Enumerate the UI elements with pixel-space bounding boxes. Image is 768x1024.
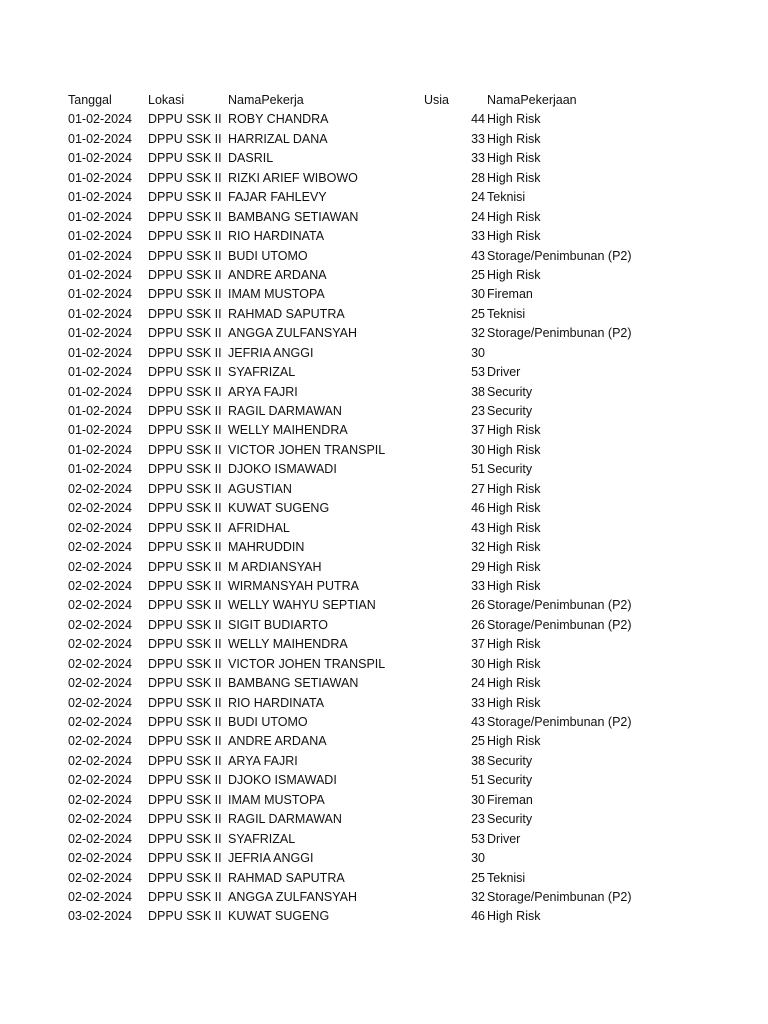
cell-nama-pekerja: MAHRUDDIN [228, 540, 305, 555]
cell-nama-pekerjaan: High Risk [487, 695, 541, 710]
cell-nama-pekerja: WELLY MAIHENDRA [228, 637, 348, 652]
cell-nama-pekerja: SYAFRIZAL [228, 365, 296, 380]
cell-tanggal: 02-02-2024 [68, 792, 132, 807]
cell-usia: 38 [471, 753, 485, 768]
cell-nama-pekerja: JEFRIA ANGGI [228, 851, 314, 866]
cell-nama-pekerjaan: High Risk [487, 267, 541, 282]
cell-tanggal: 02-02-2024 [68, 540, 132, 555]
cell-nama-pekerja: ARYA FAJRI [228, 753, 298, 768]
cell-nama-pekerjaan: Storage/Penimbunan (P2) [487, 248, 632, 263]
spreadsheet-table [0, 91, 768, 927]
table-row [0, 460, 768, 479]
cell-tanggal: 02-02-2024 [68, 734, 132, 749]
cell-usia: 25 [471, 267, 485, 282]
cell-usia: 25 [471, 734, 485, 749]
table-row [0, 149, 768, 168]
cell-nama-pekerja: SYAFRIZAL [228, 831, 296, 846]
table-row [0, 324, 768, 343]
cell-tanggal: 02-02-2024 [68, 870, 132, 885]
cell-usia: 33 [471, 151, 485, 166]
cell-usia: 37 [471, 637, 485, 652]
cell-tanggal: 02-02-2024 [68, 617, 132, 632]
cell-nama-pekerja: RIO HARDINATA [228, 695, 325, 710]
cell-tanggal: 02-02-2024 [68, 481, 132, 496]
cell-tanggal: 02-02-2024 [68, 753, 132, 768]
cell-usia: 46 [471, 501, 485, 516]
cell-usia: 26 [471, 617, 485, 632]
cell-nama-pekerjaan: High Risk [487, 540, 541, 555]
table-row [0, 188, 768, 207]
cell-usia: 30 [471, 792, 485, 807]
table-row [0, 791, 768, 810]
header-lokasi: Lokasi [148, 93, 185, 107]
cell-lokasi: DPPU SSK II [148, 851, 222, 866]
cell-lokasi: DPPU SSK II [148, 287, 222, 302]
cell-lokasi: DPPU SSK II [148, 229, 222, 244]
cell-nama-pekerjaan: Driver [487, 831, 521, 846]
cell-nama-pekerja: FAJAR FAHLEVY [228, 190, 327, 205]
cell-tanggal: 02-02-2024 [68, 676, 132, 691]
cell-tanggal: 02-02-2024 [68, 695, 132, 710]
cell-lokasi: DPPU SSK II [148, 248, 222, 263]
cell-nama-pekerja: BAMBANG SETIAWAN [228, 676, 359, 691]
cell-usia: 51 [471, 462, 485, 477]
table-row [0, 519, 768, 538]
cell-usia: 43 [471, 248, 485, 263]
cell-nama-pekerja: AGUSTIAN [228, 481, 292, 496]
cell-nama-pekerjaan: High Risk [487, 423, 541, 438]
cell-lokasi: DPPU SSK II [148, 501, 222, 516]
cell-lokasi: DPPU SSK II [148, 112, 222, 127]
cell-tanggal: 01-02-2024 [68, 170, 132, 185]
cell-tanggal: 01-02-2024 [68, 384, 132, 399]
cell-nama-pekerjaan: High Risk [487, 578, 541, 593]
cell-lokasi: DPPU SSK II [148, 792, 222, 807]
cell-tanggal: 01-02-2024 [68, 462, 132, 477]
cell-nama-pekerja: RAHMAD SAPUTRA [228, 306, 345, 321]
cell-usia: 32 [471, 326, 485, 341]
table-row [0, 499, 768, 518]
cell-nama-pekerja: RIZKI ARIEF WIBOWO [228, 170, 358, 185]
cell-nama-pekerja: DJOKO ISMAWADI [228, 462, 337, 477]
table-row [0, 538, 768, 557]
cell-lokasi: DPPU SSK II [148, 384, 222, 399]
cell-nama-pekerja: WELLY WAHYU SEPTIAN [228, 598, 376, 613]
cell-nama-pekerja: VICTOR JOHEN TRANSPIL [228, 442, 386, 457]
cell-usia: 24 [471, 209, 485, 224]
cell-nama-pekerjaan: Fireman [487, 792, 533, 807]
cell-usia: 26 [471, 598, 485, 613]
cell-lokasi: DPPU SSK II [148, 481, 222, 496]
table-row [0, 849, 768, 868]
cell-usia: 30 [471, 287, 485, 302]
header-row [0, 91, 768, 110]
cell-usia: 37 [471, 423, 485, 438]
cell-tanggal: 01-02-2024 [68, 131, 132, 146]
cell-nama-pekerjaan: High Risk [487, 481, 541, 496]
cell-lokasi: DPPU SSK II [148, 404, 222, 418]
cell-usia: 38 [471, 384, 485, 399]
cell-tanggal: 01-02-2024 [68, 345, 132, 360]
cell-tanggal: 01-02-2024 [68, 229, 132, 244]
cell-lokasi: DPPU SSK II [148, 695, 222, 710]
cell-lokasi: DPPU SSK II [148, 151, 222, 166]
table-row [0, 810, 768, 829]
cell-usia: 30 [471, 442, 485, 457]
cell-lokasi: DPPU SSK II [148, 617, 222, 632]
cell-tanggal: 01-02-2024 [68, 190, 132, 205]
cell-nama-pekerjaan: Security [487, 773, 533, 788]
cell-nama-pekerja: M ARDIANSYAH [228, 559, 322, 574]
cell-lokasi: DPPU SSK II [148, 773, 222, 788]
table-row [0, 713, 768, 732]
cell-tanggal: 02-02-2024 [68, 559, 132, 574]
cell-usia: 33 [471, 578, 485, 593]
cell-tanggal: 02-02-2024 [68, 637, 132, 652]
table-row [0, 305, 768, 324]
table-row [0, 130, 768, 149]
cell-lokasi: DPPU SSK II [148, 540, 222, 555]
cell-nama-pekerjaan: High Risk [487, 229, 541, 244]
cell-nama-pekerja: BUDI UTOMO [228, 715, 308, 729]
header-nama-pekerja: NamaPekerja [228, 93, 304, 107]
cell-tanggal: 01-02-2024 [68, 442, 132, 457]
cell-nama-pekerja: ANGGA ZULFANSYAH [228, 326, 357, 341]
cell-nama-pekerja: DASRIL [228, 151, 274, 166]
cell-lokasi: DPPU SSK II [148, 190, 222, 205]
cell-nama-pekerja: ANDRE ARDANA [228, 734, 327, 749]
cell-lokasi: DPPU SSK II [148, 170, 222, 185]
table-row [0, 480, 768, 499]
table-row [0, 830, 768, 849]
cell-nama-pekerja: IMAM MUSTOPA [228, 287, 325, 302]
table-row [0, 110, 768, 129]
header-usia: Usia [424, 93, 450, 107]
cell-lokasi: DPPU SSK II [148, 676, 222, 691]
cell-usia: 33 [471, 695, 485, 710]
cell-nama-pekerjaan: Security [487, 384, 533, 399]
cell-nama-pekerjaan: High Risk [487, 170, 541, 185]
cell-usia: 24 [471, 190, 485, 205]
cell-usia: 25 [471, 306, 485, 321]
cell-usia: 30 [471, 656, 485, 671]
cell-lokasi: DPPU SSK II [148, 345, 222, 360]
table-row [0, 907, 768, 926]
cell-usia: 28 [471, 170, 485, 185]
cell-lokasi: DPPU SSK II [148, 520, 222, 535]
cell-lokasi: DPPU SSK II [148, 578, 222, 593]
cell-nama-pekerja: ARYA FAJRI [228, 384, 298, 399]
table-row [0, 208, 768, 227]
cell-lokasi: DPPU SSK II [148, 889, 222, 904]
cell-nama-pekerja: IMAM MUSTOPA [228, 792, 325, 807]
cell-tanggal: 01-02-2024 [68, 209, 132, 224]
cell-tanggal: 02-02-2024 [68, 715, 132, 729]
cell-lokasi: DPPU SSK II [148, 734, 222, 749]
cell-usia: 43 [471, 520, 485, 535]
cell-tanggal: 01-02-2024 [68, 306, 132, 321]
cell-nama-pekerja: BUDI UTOMO [228, 248, 308, 263]
cell-lokasi: DPPU SSK II [148, 462, 222, 477]
cell-nama-pekerjaan: High Risk [487, 131, 541, 146]
cell-nama-pekerjaan: Teknisi [487, 870, 526, 885]
cell-lokasi: DPPU SSK II [148, 812, 222, 827]
cell-nama-pekerjaan: Security [487, 753, 533, 768]
cell-usia: 33 [471, 229, 485, 244]
table-row [0, 285, 768, 304]
cell-tanggal: 02-02-2024 [68, 520, 132, 535]
table-row [0, 674, 768, 693]
cell-usia: 44 [471, 112, 485, 127]
cell-lokasi: DPPU SSK II [148, 326, 222, 341]
cell-usia: 32 [471, 540, 485, 555]
table-row [0, 888, 768, 907]
header-tanggal: Tanggal [68, 93, 112, 107]
cell-nama-pekerjaan: Teknisi [487, 306, 526, 321]
cell-nama-pekerjaan: High Risk [487, 909, 541, 924]
cell-lokasi: DPPU SSK II [148, 715, 222, 729]
table-row [0, 752, 768, 771]
cell-nama-pekerjaan: High Risk [487, 442, 541, 457]
cell-tanggal: 02-02-2024 [68, 773, 132, 788]
cell-lokasi: DPPU SSK II [148, 831, 222, 846]
cell-usia: 29 [471, 559, 485, 574]
cell-nama-pekerja: RAGIL DARMAWAN [228, 404, 342, 418]
cell-usia: 32 [471, 889, 485, 904]
cell-nama-pekerjaan: Driver [487, 365, 521, 380]
cell-lokasi: DPPU SSK II [148, 909, 222, 924]
cell-lokasi: DPPU SSK II [148, 209, 222, 224]
cell-tanggal: 02-02-2024 [68, 851, 132, 866]
table-row [0, 694, 768, 713]
table-row [0, 616, 768, 635]
cell-tanggal: 01-02-2024 [68, 267, 132, 282]
cell-nama-pekerjaan: High Risk [487, 559, 541, 574]
cell-nama-pekerjaan: Storage/Penimbunan (P2) [487, 715, 632, 729]
cell-usia: 24 [471, 676, 485, 691]
cell-tanggal: 03-02-2024 [68, 909, 132, 924]
cell-nama-pekerjaan: Security [487, 404, 533, 418]
cell-lokasi: DPPU SSK II [148, 870, 222, 885]
cell-nama-pekerjaan: High Risk [487, 656, 541, 671]
table-row [0, 441, 768, 460]
table-row [0, 266, 768, 285]
cell-usia: 53 [471, 365, 485, 380]
cell-nama-pekerjaan: High Risk [487, 112, 541, 127]
table-row [0, 344, 768, 363]
table-row [0, 383, 768, 402]
cell-nama-pekerja: ROBY CHANDRA [228, 112, 329, 127]
cell-nama-pekerja: RIO HARDINATA [228, 229, 325, 244]
table-row [0, 247, 768, 266]
cell-tanggal: 01-02-2024 [68, 404, 132, 418]
cell-usia: 53 [471, 831, 485, 846]
cell-tanggal: 02-02-2024 [68, 501, 132, 516]
cell-usia: 27 [471, 481, 485, 496]
cell-nama-pekerjaan: High Risk [487, 637, 541, 652]
cell-usia: 51 [471, 773, 485, 788]
table-row [0, 869, 768, 888]
cell-lokasi: DPPU SSK II [148, 306, 222, 321]
cell-nama-pekerjaan: High Risk [487, 501, 541, 516]
table-row [0, 577, 768, 596]
table-row [0, 635, 768, 654]
cell-tanggal: 02-02-2024 [68, 656, 132, 671]
cell-tanggal: 01-02-2024 [68, 151, 132, 166]
cell-nama-pekerja: RAGIL DARMAWAN [228, 812, 342, 827]
cell-nama-pekerja: ANGGA ZULFANSYAH [228, 889, 357, 904]
cell-tanggal: 02-02-2024 [68, 812, 132, 827]
cell-nama-pekerjaan: Storage/Penimbunan (P2) [487, 617, 632, 632]
table-row [0, 732, 768, 751]
cell-nama-pekerjaan: High Risk [487, 734, 541, 749]
cell-nama-pekerja: KUWAT SUGENG [228, 501, 330, 516]
cell-lokasi: DPPU SSK II [148, 637, 222, 652]
cell-tanggal: 02-02-2024 [68, 889, 132, 904]
cell-nama-pekerja: RAHMAD SAPUTRA [228, 870, 345, 885]
cell-nama-pekerja: ANDRE ARDANA [228, 267, 327, 282]
cell-nama-pekerja: WELLY MAIHENDRA [228, 423, 348, 438]
cell-lokasi: DPPU SSK II [148, 656, 222, 671]
cell-nama-pekerja: JEFRIA ANGGI [228, 345, 314, 360]
cell-lokasi: DPPU SSK II [148, 753, 222, 768]
cell-nama-pekerjaan: High Risk [487, 520, 541, 535]
cell-nama-pekerja: HARRIZAL DANA [228, 131, 328, 146]
table-row [0, 402, 768, 421]
cell-tanggal: 01-02-2024 [68, 248, 132, 263]
cell-nama-pekerjaan: Storage/Penimbunan (P2) [487, 598, 632, 613]
cell-usia: 30 [471, 851, 485, 866]
cell-tanggal: 01-02-2024 [68, 112, 132, 127]
cell-nama-pekerja: KUWAT SUGENG [228, 909, 330, 924]
cell-nama-pekerjaan: High Risk [487, 151, 541, 166]
cell-nama-pekerja: SIGIT BUDIARTO [228, 617, 329, 632]
cell-usia: 33 [471, 131, 485, 146]
cell-nama-pekerjaan: Storage/Penimbunan (P2) [487, 889, 632, 904]
cell-usia: 25 [471, 870, 485, 885]
cell-tanggal: 01-02-2024 [68, 423, 132, 438]
table-row [0, 655, 768, 674]
table-row [0, 227, 768, 246]
cell-nama-pekerjaan: Teknisi [487, 190, 526, 205]
cell-nama-pekerjaan: Storage/Penimbunan (P2) [487, 326, 632, 341]
table-row [0, 558, 768, 577]
cell-nama-pekerja: BAMBANG SETIAWAN [228, 209, 359, 224]
table-row [0, 421, 768, 440]
table-row [0, 596, 768, 615]
cell-tanggal: 01-02-2024 [68, 326, 132, 341]
cell-tanggal: 01-02-2024 [68, 365, 132, 380]
cell-lokasi: DPPU SSK II [148, 365, 222, 380]
cell-nama-pekerjaan: Security [487, 812, 533, 827]
cell-usia: 46 [471, 909, 485, 924]
cell-nama-pekerjaan: High Risk [487, 676, 541, 691]
header-nama-pekerjaan: NamaPekerjaan [487, 93, 577, 107]
cell-usia: 23 [471, 404, 485, 418]
cell-nama-pekerja: VICTOR JOHEN TRANSPIL [228, 656, 386, 671]
cell-nama-pekerjaan: Fireman [487, 287, 533, 302]
cell-usia: 43 [471, 715, 485, 729]
table-row [0, 169, 768, 188]
cell-lokasi: DPPU SSK II [148, 442, 222, 457]
cell-lokasi: DPPU SSK II [148, 559, 222, 574]
table-row [0, 363, 768, 382]
table-row [0, 771, 768, 790]
cell-lokasi: DPPU SSK II [148, 598, 222, 613]
cell-nama-pekerjaan: High Risk [487, 209, 541, 224]
cell-lokasi: DPPU SSK II [148, 267, 222, 282]
cell-tanggal: 01-02-2024 [68, 287, 132, 302]
cell-nama-pekerja: DJOKO ISMAWADI [228, 773, 337, 788]
cell-tanggal: 02-02-2024 [68, 578, 132, 593]
table-body [0, 110, 768, 926]
cell-usia: 30 [471, 345, 485, 360]
cell-lokasi: DPPU SSK II [148, 131, 222, 146]
cell-tanggal: 02-02-2024 [68, 831, 132, 846]
cell-nama-pekerja: WIRMANSYAH PUTRA [228, 578, 360, 593]
cell-lokasi: DPPU SSK II [148, 423, 222, 438]
cell-nama-pekerja: AFRIDHAL [228, 520, 290, 535]
cell-usia: 23 [471, 812, 485, 827]
cell-nama-pekerjaan: Security [487, 462, 533, 477]
cell-tanggal: 02-02-2024 [68, 598, 132, 613]
